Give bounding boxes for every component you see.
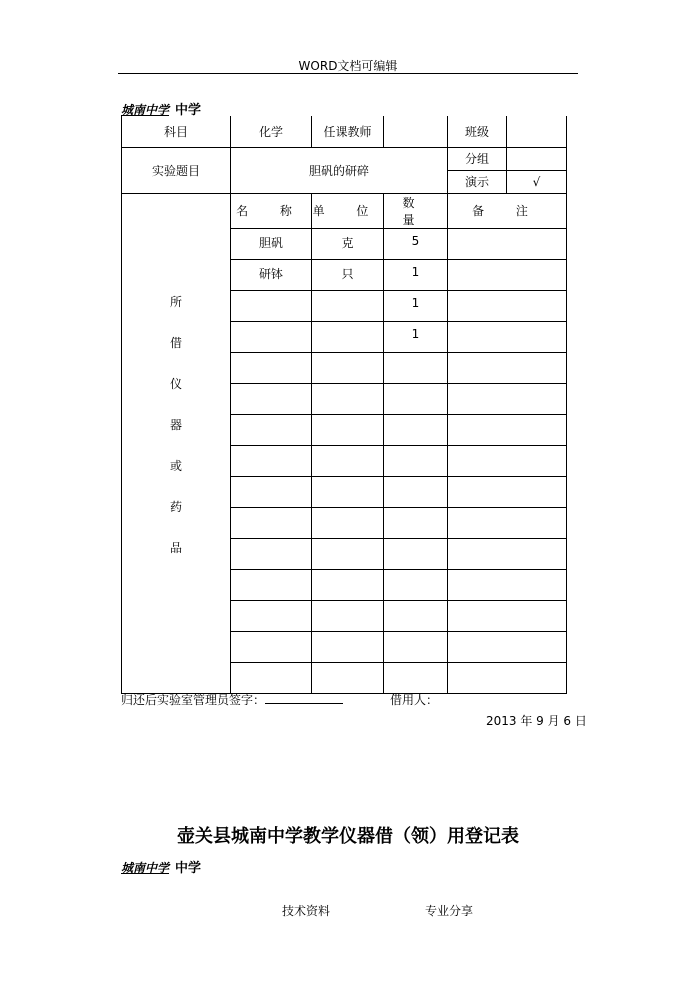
item-name-cell[interactable] <box>231 445 312 476</box>
teacher-label: 任课教师 <box>312 116 384 147</box>
class-value[interactable] <box>507 116 567 147</box>
item-unit-cell[interactable] <box>312 445 384 476</box>
item-unit-cell[interactable] <box>312 662 384 693</box>
item-qty-cell[interactable]: 1 <box>384 321 448 352</box>
demo-value[interactable]: √ <box>507 170 567 193</box>
page-footer-left: 技术资料 <box>282 904 331 918</box>
item-unit-cell[interactable] <box>312 631 384 662</box>
group-label: 分组 <box>448 147 507 170</box>
experiment-label: 实验题目 <box>122 147 231 193</box>
borrower-label: 借用人： <box>390 693 439 707</box>
column-note: 备 注 <box>448 193 567 228</box>
item-unit-cell[interactable]: 只 <box>312 259 384 290</box>
demo-label: 演示 <box>448 170 507 193</box>
item-name-cell[interactable] <box>231 538 312 569</box>
group-value[interactable] <box>507 147 567 170</box>
page-header: WORD文档可编辑 <box>298 59 398 73</box>
item-name-cell[interactable] <box>231 569 312 600</box>
next-school-cursive: 城南中学 <box>121 861 170 875</box>
item-note-cell[interactable] <box>448 321 567 352</box>
vertical-label-char: 或 <box>169 458 182 473</box>
item-name-cell[interactable] <box>231 290 312 321</box>
item-name-cell[interactable] <box>231 352 312 383</box>
item-qty-cell[interactable] <box>384 476 448 507</box>
vertical-label-char: 所 <box>169 294 182 309</box>
experiment-value[interactable]: 胆矾的研碎 <box>231 147 448 193</box>
item-note-cell[interactable] <box>448 228 567 259</box>
item-unit-cell[interactable] <box>312 290 384 321</box>
item-qty-cell[interactable] <box>384 662 448 693</box>
vertical-label-char: 器 <box>169 417 182 432</box>
item-unit-cell[interactable] <box>312 321 384 352</box>
item-qty-cell[interactable] <box>384 507 448 538</box>
item-name-cell[interactable] <box>231 414 312 445</box>
item-unit-cell[interactable] <box>312 538 384 569</box>
class-label: 班级 <box>448 116 507 147</box>
item-qty-cell[interactable]: 5 <box>384 228 448 259</box>
subject-label: 科目 <box>122 116 231 147</box>
item-note-cell[interactable] <box>448 445 567 476</box>
item-note-cell[interactable] <box>448 476 567 507</box>
column-qty: 数 量 <box>384 193 448 228</box>
item-name-cell[interactable] <box>231 383 312 414</box>
item-qty-cell[interactable] <box>384 631 448 662</box>
item-note-cell[interactable] <box>448 259 567 290</box>
item-unit-cell[interactable] <box>312 414 384 445</box>
school-suffix: 中学 <box>175 103 202 118</box>
item-qty-cell[interactable] <box>384 538 448 569</box>
item-note-cell[interactable] <box>448 383 567 414</box>
items-vertical-label <box>122 193 231 693</box>
item-name-cell[interactable] <box>231 600 312 631</box>
item-unit-cell[interactable] <box>312 476 384 507</box>
vertical-label-char: 药 <box>169 499 182 514</box>
next-school-suffix: 中学 <box>175 861 202 876</box>
page-footer-right: 专业分享 <box>425 904 474 918</box>
return-sign-line <box>121 691 343 708</box>
borrow-form-table <box>121 116 567 694</box>
item-name-cell[interactable] <box>231 631 312 662</box>
vertical-label-char: 品 <box>169 540 182 555</box>
item-unit-cell[interactable] <box>312 507 384 538</box>
next-form-title: 壶关县城南中学教学仪器借（领）用登记表 <box>177 826 519 847</box>
item-unit-cell[interactable] <box>312 383 384 414</box>
item-qty-cell[interactable] <box>384 414 448 445</box>
item-qty-cell[interactable]: 1 <box>384 290 448 321</box>
teacher-value[interactable] <box>384 116 448 147</box>
item-note-cell[interactable] <box>448 290 567 321</box>
item-name-cell[interactable]: 研钵 <box>231 259 312 290</box>
signature-blank[interactable] <box>265 693 343 704</box>
return-sign-label: 归还后实验室管理员签字： <box>121 693 266 707</box>
subject-value[interactable]: 化学 <box>231 116 312 147</box>
item-name-cell[interactable] <box>231 662 312 693</box>
item-unit-cell[interactable] <box>312 569 384 600</box>
item-note-cell[interactable] <box>448 600 567 631</box>
item-name-cell[interactable]: 胆矾 <box>231 228 312 259</box>
item-unit-cell[interactable]: 克 <box>312 228 384 259</box>
item-qty-cell[interactable] <box>384 352 448 383</box>
item-qty-cell[interactable] <box>384 600 448 631</box>
item-note-cell[interactable] <box>448 631 567 662</box>
item-note-cell[interactable] <box>448 569 567 600</box>
item-qty-cell[interactable] <box>384 383 448 414</box>
item-qty-cell[interactable]: 1 <box>384 259 448 290</box>
column-unit: 单 位 <box>312 193 384 228</box>
item-note-cell[interactable] <box>448 538 567 569</box>
item-note-cell[interactable] <box>448 662 567 693</box>
item-unit-cell[interactable] <box>312 600 384 631</box>
next-school-label <box>121 857 201 876</box>
item-note-cell[interactable] <box>448 414 567 445</box>
header-rule <box>118 73 578 74</box>
column-name: 名 称 <box>231 193 312 228</box>
item-note-cell[interactable] <box>448 352 567 383</box>
form-date: 2013 年 9 月 6 日 <box>486 714 587 728</box>
item-qty-cell[interactable] <box>384 569 448 600</box>
item-note-cell[interactable] <box>448 507 567 538</box>
item-name-cell[interactable] <box>231 476 312 507</box>
item-qty-cell[interactable] <box>384 445 448 476</box>
item-unit-cell[interactable] <box>312 352 384 383</box>
school-cursive: 城南中学 <box>121 103 170 117</box>
vertical-label-char: 仪 <box>169 376 182 391</box>
item-name-cell[interactable] <box>231 321 312 352</box>
vertical-label-char: 借 <box>169 335 182 350</box>
item-name-cell[interactable] <box>231 507 312 538</box>
